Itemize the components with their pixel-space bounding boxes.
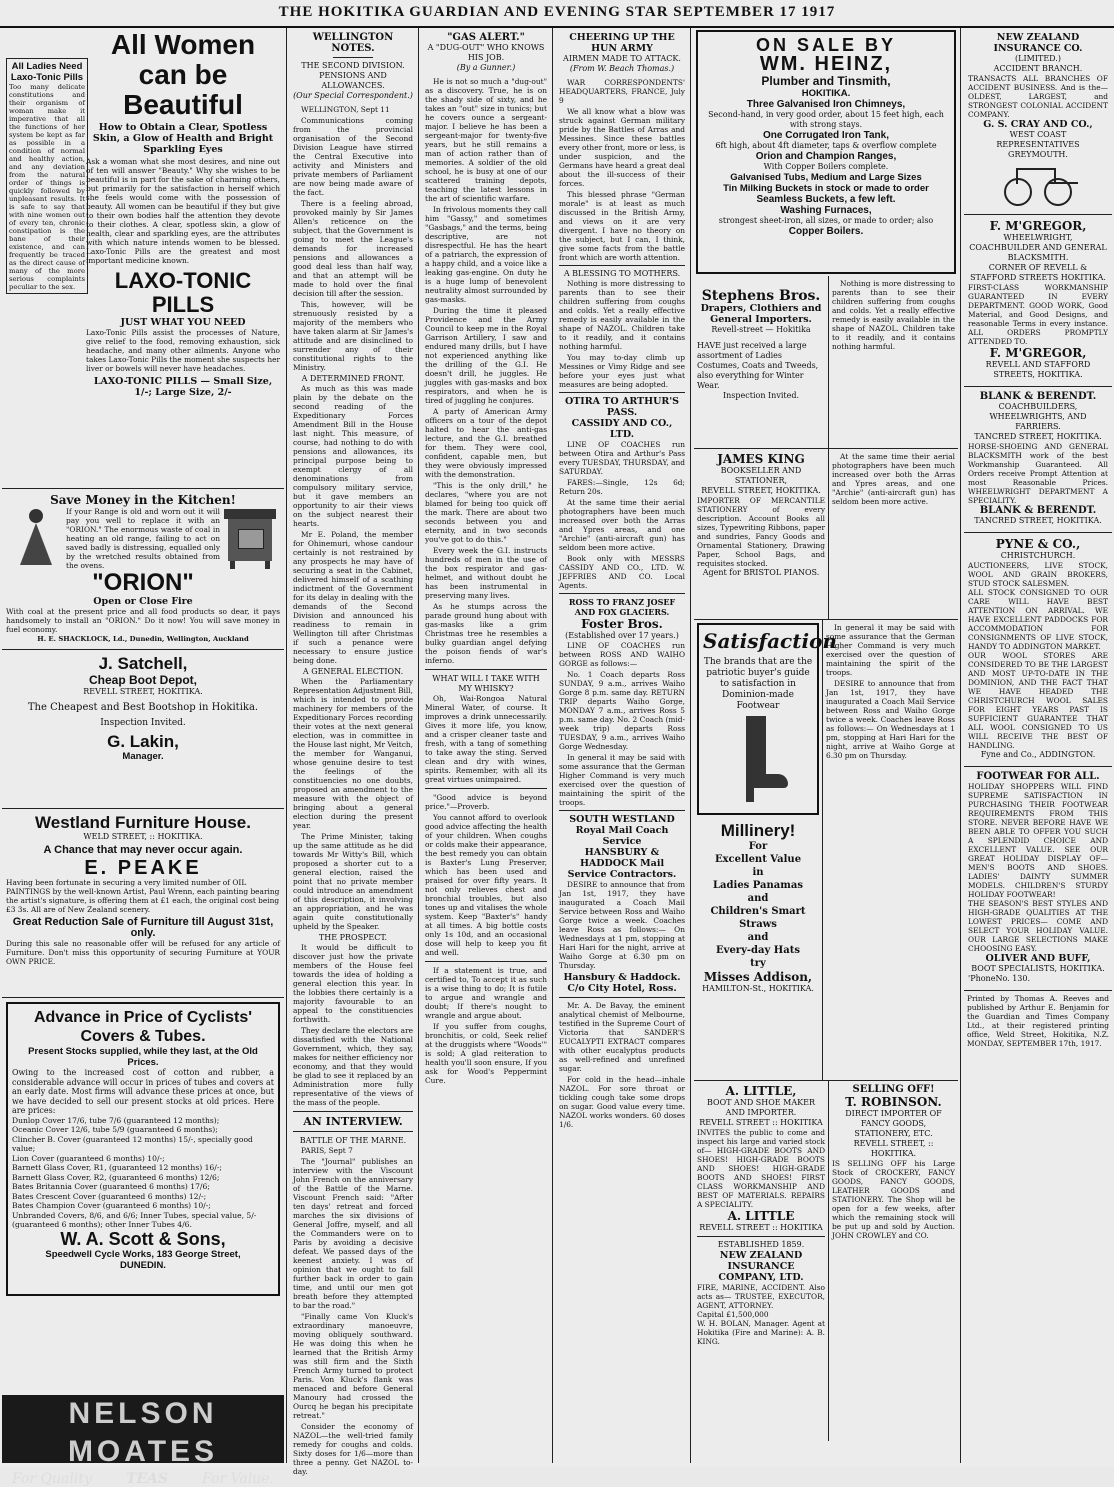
nelson-teas: TEAS: [125, 1471, 168, 1487]
column-3: [422, 28, 550, 1463]
heinz-advert: [696, 30, 956, 274]
mcg-address: CORNER OF REVELL & STAFFORD STREETS HOKITIKA.: [970, 263, 1106, 282]
article-para: When the Parliamentary Representation Adjustment Bill, which is intended to provide machinery for members of the Expeditionary Forces recording their votes at the next general election, was in committee in the House last night, Mr Veitch, the member for Wanganui, whose genuine desire to test the feelings of the constituencies no one doubts, proposed an amendment to the measure with the object of bringing about a general election during the present year.: [293, 677, 413, 830]
otira-book: Book only with MESSRS CASSIDY AND CO., LTD. W. JEFFRIES AND CO. Local Agents.: [559, 554, 685, 590]
ranges-text: With Copper Boilers complete.: [763, 162, 889, 171]
article-para: If you suffer from coughs, bronchitis, or cold, Seek relief at the druggists where "Woods'" is sold; A glad reiteration to health you'll soon ensure, If you ask for Wood's Peppermint Cure.: [425, 1022, 547, 1085]
article-para: As he stumps across the parade ground hung about with gas-masks like a grim Christmas tree he resembles a bulky guardian angel defying the poison fiends of war's inferno.: [425, 602, 547, 665]
blank-text: COACHBUILDERS, WHEELWRIGHTS, AND FARRIERS.: [989, 402, 1087, 431]
article-para: In frivolous moments they call him "Gassy," and sometimes "Gasbags," and the terms, being descriptive, are not disrespectful. He has the heart of a patriarch, the expression of a happy child, and a voice like a leaking gas-engine. On duty he is a huge lump of benevolent neutrality almost surrounded by gas-masks.: [425, 205, 547, 304]
nz6-title: NEW ZEALAND INSURANCE CO.: [993, 32, 1083, 54]
ross-title: ROSS TO FRANZ JOSEF AND FOX GLACIERS.: [568, 597, 676, 617]
hansbury-title: HANSBURY & HADDOCK Mail Service Contractors.: [567, 847, 677, 880]
satchell-address: REVELL STREET, HOKITIKA.: [83, 687, 203, 696]
little-sub: BOOT AND SHOE MAKER AND IMPORTER.: [707, 1098, 815, 1117]
column-6: [964, 28, 1112, 1463]
subhead: WHAT WILL I TAKE WITH MY WHISKY?: [432, 674, 540, 693]
article-para: At the same time their aerial photographers have been much increased over both the Arras and Ypres areas, and one "Archie" (anti-aircraft gun) has seldom been more active.: [559, 498, 685, 552]
column-rule: [690, 28, 691, 1463]
laxo-advert: [2, 28, 284, 489]
oliver-title: OLIVER AND BUFF,: [985, 953, 1091, 964]
selling-off: SELLING OFF!: [852, 1084, 935, 1095]
laxo-side-text: Too many delicate constitutions and their organism of woman make it imperative that all the functions of her system be kept as far as possible in a condition of normal and healthy action, and any deviation from the natural order of things is quickly followed by unpleasant results. It is safe to say that with nine women out of every ten, chronic constipation is the bane of their existence, and can frequently be traced as the direct cause of many of the more serious complaints peculiar to the sex.: [9, 83, 85, 291]
article-para: He is not so much a "dug-out" as a discovery. True, he is on the shady side of sixty, and he takes an "out" size in tunics; but he covers ounce a sergeant-major. I believe he has been a sergeant-major for twenty-five years, but he still remains a man of action rather than of memories. A soldier of the old school, he is busy at one of our scattered training depots, teaching the latest lessons in the art of scientific warfare.: [425, 77, 547, 203]
laxo-main: [86, 30, 280, 398]
otira-text: LINE OF COACHES run between Otira and Arthur's Pass every TUESDAY, THURSDAY, and SATURDAY.: [559, 440, 685, 476]
article-para: You may to-day climb up Messines or Vimy Ridge and see before your eyes just what measures are being adopted.: [559, 353, 685, 389]
stove-icon: [220, 507, 280, 607]
westland-title: Westland Furniture House.: [35, 813, 251, 832]
article-para: The Prime Minister, taking up the same attitude as he did towards Mr Witty's Bill, which proposed a shorter cut to a general election, raised the point that no private member could introduce an amendment of this description, it involving an appropriation, and he was again quite constitutionally upheld by the Speaker.: [293, 832, 413, 931]
dateline: WAR CORRESPONDENTS' HEADQUARTERS, FRANCE, July 9: [559, 78, 685, 105]
wellington-s2: PENSIONS AND ALLOWANCES.: [319, 71, 387, 90]
satchell-manager-label: Manager.: [122, 751, 164, 762]
wellington-s1: THE SECOND DIVISION.: [301, 61, 405, 70]
little2-address: REVELL STREET :: HOKITIKA: [699, 1223, 823, 1232]
nz6-text: TRANSACTS ALL BRANCHES OF ACCIDENT BUSINESS. And is the— OLDEST, LARGEST, and STRONGEST COLONIAL ACCIDENT COMPANY.: [968, 74, 1108, 119]
footwear-title: FOOTWEAR FOR ALL.: [976, 771, 1100, 782]
blank-text2: HORSE-SHOEING AND GENERAL BLACKSMITH work of the best Workmanship Guaranteed. All Orders receive Prompt Attention at most Reasonable Prices. WHEELWRIGHT DEPARTMENT A SPECIALITY.: [968, 442, 1108, 505]
article-para: "Finally came Von Kluck's extraordinary manoeuvre, moving obliquely southward. He was doing this when he learned that the British Army was still firm and the Sixth French Army turned to protect Paris. Von Kluck's flank was menaced and before General Manoury had crossed the Ourcq he began his precipitate retreat.": [293, 1312, 413, 1420]
dateline: WELLINGTON, Sept 11: [301, 105, 390, 114]
blank-address: TANCRED STREET, HOKITIKA.: [974, 432, 1102, 441]
scott-city: DUNEDIN.: [120, 1259, 166, 1271]
nz-insurance: NEW ZEALAND INSURANCE COMPANY, LTD.: [718, 1250, 804, 1283]
mcg2-title: F. M'GREGOR,: [989, 346, 1087, 360]
woman-figure-icon: [16, 509, 56, 565]
robinson-address: REVELL STREET, :: HOKITIKA.: [853, 1139, 934, 1158]
column-1: [2, 28, 284, 1487]
article-para: Nothing is more distressing to parents than to see their children suffering from coughs and colds. Yet a really effective remedy is easily available in the shape of NAZOL. Children take to it readily, and it contains nothing harmful.: [832, 279, 955, 351]
pyne-text2: OUR WOOL STORES ARE CONSIDERED TO BE THE LARGEST AND MOST UP-TO-DATE IN THE DOMINION, AND THE FACT THAT WE HAVE HEADED THE CHRISTCHURCH WOOL SALES FOR EIGHT YEARS PAST IS SUFFICIENT GUARANTEE THAT ALL WOOL CONSIGNED TO US WILL RECEIVE THE BEST OF HANDLING.: [968, 651, 1108, 750]
millinery-address: HAMILTON-St., HOKITIKA.: [702, 984, 814, 993]
great-reduction-text: During this sale no reasonable offer will be refused for any article of Furniture. Don't miss this opportunity of securing Furniture at YOUR OWN PRICE.: [6, 939, 280, 966]
footwear-advert: [964, 767, 1112, 991]
james-address: REVELL STREET, HOKITIKA.: [701, 486, 821, 495]
column-rule: [960, 28, 961, 1463]
article-para: Every week the G.I. instructs hundreds of men in the use of the box respirator and gas-helmet, and without doubt he has been instrumental in preserving many lives.: [425, 546, 547, 600]
article-para: The "Journal" publishes an interview with the Viscount John French on the anniversary of the Battle of the Marne. Viscount French said: "After ten days' retreat and forced marches the six divisions of General Joffre, myself, and all the Commanders were on to Paris by avoiding a decisive defeat. We passed days of the keenest anxiety. I was of opinion that we ought to fall further back in order to gain time, and until our men got breath before they attempted to bar the road.": [293, 1157, 413, 1310]
pyne-sign: Fyne and Co., ADDINGTON.: [980, 750, 1096, 759]
south-westland-title: SOUTH WESTLAND Royal Mail Coach Service: [569, 814, 675, 847]
cheering-from: (From W. Beach Thomas.): [569, 64, 675, 73]
subhead: A GENERAL ELECTION.: [302, 667, 404, 676]
orion-text: With coal at the present price and all food products so dear, it pays handsomely to install an "ORION." Do it now! You will save money in fuel economy.: [6, 607, 280, 634]
column-rule: [286, 28, 287, 1463]
stephens-advert: [694, 276, 829, 448]
buggy-icon: [998, 162, 1078, 206]
column-2: [290, 28, 416, 1476]
price-list-item: Barnett Glass Cover, R1, (guaranteed 12 months) 16/-;: [12, 1163, 222, 1173]
article-para: As much as this was made plain by the debate on the second reading of the Expeditionary Forces Amendment Bill in the House last night. This measure, of course, had nothing to do with pensions and allowances, its principal purpose being to exempt clergy of all denominations from compulsory military service, but it gave members an opportunity to air their views on the subject nearest their hearts.: [293, 384, 413, 528]
article-para: For cold in the head—inhale NAZOL. For sore throat or tickling cough take some drops on sugar. Good value every time. NAZOL works wonders. 60 doses 1/6.: [559, 1075, 685, 1129]
article-para: If a statement is true, and certified to, To accept it as such is a wise thing to do; It is futile to argue and wrangle and doubt; If there's nought to wrangle and argue about.: [425, 966, 547, 1020]
article-para: During the time it pleased Providence and the Army Council to keep me in the Royal Garrison Artillery, I saw and endured many drills, but I have not experienced anything like the drilling of the G.I. He doesn't drill, he juggles. He juggles with gas-masks and box respirators, and when he is tired of juggling he conjures.: [425, 306, 547, 405]
masthead-line: THE HOKITIKA GUARDIAN AND EVENING STAR SEPTEMBER 17 1917: [278, 4, 836, 20]
price-list-item: Oceanic Cover 12/6, tube 5/9 (guaranteed 6 months);: [12, 1125, 218, 1135]
stephens-text: HAVE just received a large assortment of Ladies Costumes, Coats and Tweeds, also everything for Winter Wear.: [697, 341, 819, 390]
stephens-invite: Inspection Invited.: [722, 391, 800, 400]
blank-berendt-advert: [964, 387, 1112, 533]
phone: 'PhoneNo. 130.: [968, 974, 1031, 983]
great-reduction: Great Reduction Sale of Furniture till August 31st, only.: [12, 916, 274, 939]
millinery-advert: [694, 818, 822, 997]
price-list-item: Bates Crescent Cover (guaranteed 6 months) 12/-;: [12, 1191, 207, 1201]
nz6-contact: G. S. CRAY AND CO.,: [983, 119, 1093, 130]
kitchen-scene-icon: [6, 507, 66, 607]
peake-text: Having been fortunate in securing a very limited number of OIL PAINTINGS by the well-known Artist, Paul Wrenn, each painting bearing the artist's signature, is offering them at £1 each, the original cost being £3 3s. All are of New Zealand scenery.: [6, 878, 280, 914]
little-text: INVITES the public to come and inspect his large and varied stock of— HIGH-GRADE BOOTS AND SHOES! HIGH-GRADE BOOTS AND SHOES! HIGH-GRADE BOOTS AND SHOES! FIRST CLASS WORKMANSHIP AND BEST OF MATERIALS. REPAIRS A SPECIALITY.: [697, 1128, 825, 1209]
footwear-text: HOLIDAY SHOPPERS WILL FIND SUPREME SATISFACTION IN PURCHASING THEIR FOOTWEAR REQUIREMENTS FROM THIS STORE. NEVER BEFORE HAVE WE BEEN ABLE TO OFFER YOU SUCH A SPLENDID CHOICE AND EXCELLENT VALUE. SEE OUR GREAT HOLIDAY DISPLAY OF— MEN'S BOOTS AND SHOES. LADIES' DAINTY SUMMER MODELS. CHILDREN'S STURDY HOLIDAY FOOTWEAR!: [968, 782, 1108, 899]
satchell-manager: G. Lakin,: [107, 732, 179, 751]
scott-address: Speedwell Cycle Works, 183 George Street,: [45, 1248, 241, 1260]
imprint: Printed by Thomas A. Reeves and published by Arthur E. Benjamin for the Guardian and Times Company Ltd., at their registered printing office, Weld Street, Hokitika, N.Z. MONDAY, SEPTEMBER 17th, 1917.: [967, 994, 1109, 1048]
nz-established: ESTABLISHED 1859.: [717, 1240, 805, 1249]
chimneys: Three Galvanised Iron Chimneys,: [746, 99, 906, 110]
chimneys-text: Second-hand, in very good order, about 15 feet high, each with strong stays.: [708, 110, 944, 129]
millinery-children: Children's Smart Straws: [710, 906, 806, 930]
article-para: Consider the economy of NAZOL—the well-tried family remedy for coughs and colds. Sixty doses for 1/6—more than three a penny. Get NAZOL to-day.: [293, 1422, 413, 1476]
women-text: Ask a woman what she most desires, and nine out of ten will answer "Beauty." Why she wishes to be beautiful is in part for the sake of charming others, but primarily for the satisfaction in herself which she feels would come with the possession of beauty. All women can be beautiful if they but give to their own bodies half the attention they devote to their clothes. A clear, spotless skin, a glow of health, clear and sparkling eyes, are the attributes with which nature intends women to be blessed. Laxo-Tonic Pills are the greatest and most important medicine known.: [86, 157, 280, 265]
orion-sub: Open or Close Fire: [93, 596, 193, 607]
subhead: THE PROSPECT.: [318, 933, 388, 942]
price-list-item: Clincher B. Cover (guaranteed 12 months) 15/-, specially good value;: [12, 1134, 253, 1154]
article-para: At the same time their aerial photographers have been much increased over both the Arras and Ypres areas, and one "Archie" (anti-aircraft gun) has seldom been more active.: [832, 452, 955, 506]
article-para: This, however, will be strenuously resisted by a majority of the members who have taken alarm at Sir James's attitude and are disinclined to surrender any of their constitutional rights to the Ministry.: [293, 300, 413, 372]
satisfaction-title: Satisfaction: [703, 629, 837, 653]
mcgregor-advert: [964, 215, 1112, 387]
cheering-sub: AIRMEN MADE TO ATTACK.: [563, 54, 681, 63]
article-para: "Good advice is beyond price."—Proverb.: [425, 793, 547, 811]
column-rule: [552, 28, 553, 1463]
nz-text: FIRE, MARINE, ACCIDENT. Also acts as— TRUSTEE, EXECUTOR, AGENT, ATTORNEY.: [697, 1283, 825, 1310]
price-list-item: Unbranded Covers, 8/6, and 6/6; Inner Tubes, special value, 5/- (guaranteed 6 months); other Inner Tubes 4/6.: [12, 1210, 257, 1230]
milk: Tin Milking Buckets in stock or made to order: [723, 183, 929, 194]
robinson-title: T. ROBINSON.: [845, 1095, 942, 1109]
wellington-corr: (Our Special Correspondent.): [293, 91, 413, 100]
advance-text: Owing to the increased cost of cotton and rubber, a considerable advance will occur in prices of tubes and covers at an early date. Most firms will advance these prices at once, but we have decided to sell our present stocks at old prices. Here are prices:: [12, 1068, 274, 1116]
foster-list: No. 1 Coach departs Ross SUNDAY, 9 a.m., arrives Waiho Gorge 8 p.m. same day. RETURN TRIP departs Waiho Gorge, MONDAY 7 a.m., arrives Ross 5 p.m. same day. No. 2 Coach (mid-week trip) departs Ross TUESDAY, 9 a.m., arrives Waiho Gorge Wednesday.: [559, 670, 685, 751]
gas-sub: A "DUG-OUT" WHO KNOWS HIS JOB.: [427, 43, 545, 62]
nz6-accident: ACCIDENT BRANCH.: [993, 64, 1083, 73]
little-address: REVELL STREET :: HOKITIKA: [699, 1118, 823, 1127]
millinery-and2: and: [747, 932, 769, 943]
article-para: "This is the only drill," he declares, "where you are not blamed for being too quick off the mark. There are about two seconds between you and eternity, and in two seconds you've got to do this.": [425, 481, 547, 544]
pyne-sub: AUCTIONEERS, LIVE STOCK, WOOL AND GRAIN BROKERS, STUD STOCK SALESMEN.: [968, 561, 1108, 588]
cheering-title: CHEERING UP THE HUN ARMY: [569, 32, 675, 54]
laxo-need-text: Laxo-Tonic Pills assist the processes of Nature, give relief to the food, removing exhaustion, sick headache, and many other ailments. Anyone who takes Laxo-Tonic Pills the moment she suspects her liver or bowels will never have headaches.: [86, 328, 280, 373]
scott-name: W. A. Scott & Sons,: [60, 1228, 226, 1249]
page-header: [0, 0, 1114, 28]
article-para: Mr E. Poland, the member for Ohinemuri, whose candour certainly is not restrained by any prospects he may have of securing a seat in the Cabinet, delivered himself of a scathing indictment of the Government for its delay in dealing with the demands of the Second Division and announced his readiness to remain in Wellington till after Christmas if such a penance were necessary to ensure justice being done.: [293, 530, 413, 665]
orion-maker: H. E. SHACKLOCK, Ld., Dunedin, Wellington, Auckland: [37, 635, 249, 643]
nz-insurance-advert: [964, 28, 1112, 215]
women-title: All Women can be Beautiful: [110, 29, 256, 120]
millinery-title: Millinery!: [720, 821, 796, 840]
orion-advert: [2, 489, 284, 650]
price-list-item: Bates Britannia Cover (guaranteed 6 months) 17/6;: [12, 1182, 210, 1192]
satchell-sub: Cheap Boot Depot,: [89, 673, 197, 687]
otira-company: CASSIDY AND CO., LTD.: [571, 418, 673, 440]
heinz-name: WM. HEINZ,: [759, 53, 893, 75]
tank: One Corrugated Iron Tank,: [763, 130, 889, 141]
peake-name: E. PEAKE: [84, 857, 202, 879]
james-sub: BOOKSELLER AND STATIONER,: [720, 466, 802, 485]
hansbury-sign: Hansbury & Haddock. C/o City Hotel, Ross.: [563, 972, 681, 994]
robinson-text: DIRECT IMPORTER OF FANCY GOODS, STATIONERY, ETC.: [845, 1109, 942, 1138]
little2-title: A. LITTLE: [727, 1209, 795, 1223]
millinery-in: in: [752, 867, 764, 878]
column-4: [556, 28, 688, 1463]
blank2-address: TANCRED STREET, HOKITIKA.: [974, 516, 1102, 525]
foster-text: LINE OF COACHES run between ROSS AND WAIHO GORGE as follows:—: [559, 641, 685, 668]
james-king-advert: [694, 449, 829, 619]
article-para: We all know what a blow was struck against German military pride by the Battles of Arras and Messines. Since these battles every other front, more or less, is under suspicion, and the Germans have heard a great deal about the ill-success of their forces.: [559, 107, 685, 188]
cycle-advert: [6, 1002, 280, 1296]
article-para: It would be difficult to discover just how the private members of the House feel towards the idea of holding a general election this year. In the lobbies there certainly is a majority favourable to an appeal to the constituencies forthwith.: [293, 943, 413, 1024]
westland-chance: A Chance that may never occur again.: [43, 844, 243, 856]
satisfaction-text: The brands that are the patriotic buyer's guide to satisfaction in Dominion-made Footwear: [703, 657, 813, 711]
foster-sub: (Established over 17 years.): [565, 631, 679, 640]
heinz-sub: Plumber and Tinsmith,: [761, 74, 891, 88]
pyne-advert: [964, 533, 1112, 767]
millinery-excellent: Excellent Value: [714, 854, 802, 865]
satchell-title: J. Satchell,: [98, 654, 188, 673]
price-list-item: Dunlop Cover 17/6, tube 7/6 (guaranteed 12 months);: [12, 1115, 220, 1125]
laxo-need: JUST WHAT YOU NEED: [120, 317, 246, 328]
mcg-text: FIRST-CLASS WORKMANSHIP GUARANTEED IN EVERY DEPARTMENT. GOOD WORK, Good Material, and Good Designs, and reasonable Terms in every instance. ALL ORDERS PROMPTLY ATTENDED TO.: [968, 283, 1108, 346]
onsale-title: ON SALE BY: [755, 35, 896, 55]
pyne-title: PYNE & CO.,: [995, 537, 1081, 551]
james-agent: Agent for BRISTOL PIANOS.: [702, 568, 820, 577]
subhead: BATTLE OF THE MARNE.: [299, 1136, 407, 1145]
kitchen-text: If your Range is old and worn out it will pay you well to replace it with an "ORION." The enormous waste of coal in heating an old range, failing to act on saved badly is distressing, equalled only by the wretched results obtained from the ovens.: [66, 507, 220, 570]
ranges: Orion and Champion Ranges,: [755, 151, 897, 162]
millinery-for: For: [748, 841, 768, 852]
article-para: In general it may be said with some assurance that the German Higher Command is very much exercised over the question of maintaining the spirit of the troops.: [826, 623, 955, 677]
little-advert: [694, 1081, 829, 1441]
article-para: In general it may be said with some assurance that the German Higher Command is very much exercised over the question of maintaining the spirit of the troops.: [559, 753, 685, 807]
nz6-city: GREYMOUTH.: [1008, 150, 1068, 159]
laxo-side-box: [6, 58, 88, 294]
price-list-item: Bates Champion Cover (guaranteed 6 months) 10/-;: [12, 1201, 211, 1211]
nelson-quality: For Quality: [12, 1471, 92, 1487]
article-para: Communications coming from the provincial organisation of the Second Division League have stirred the Central Executive into activity and Ministers and private members of Parliament are now being made aware of the fact.: [293, 116, 413, 197]
washing: Washing Furnaces,: [780, 205, 872, 216]
seamless: Seamless Buckets, a few left.: [756, 194, 896, 205]
interview-title: AN INTERVIEW.: [303, 1115, 403, 1128]
stephens-title: Stephens Bros.: [701, 288, 821, 304]
washing-text: strongest sheet-iron, all sizes, or made to order; also: [718, 216, 934, 225]
westland-address: WELD STREET, :: HOKITIKA.: [83, 832, 203, 841]
robinson-text2: IS SELLING OFF his Large Stock of CROCKERY, FANCY GOODS, FANCY GOODS, LEATHER GOODS and STATIONERY. The Shop will be open for a few weeks, after which the remaining stock will be put up and sold by Auction. JOHN CROWLEY and CO.: [832, 1159, 955, 1240]
robinson-advert: [829, 1081, 958, 1441]
nz6-rep: WEST COAST REPRESENTATIVES: [996, 130, 1080, 149]
oliver-sub: BOOT SPECIALISTS, HOKITIKA.: [971, 964, 1105, 973]
laxo-price: LAXO-TONIC PILLS — Small Size, 1/-; Large Size, 2/-: [93, 376, 273, 398]
article-para: DESIRE to announce that from Jan 1st, 1917, they have inaugurated a Coach Mail Service between Ross and Waiho Gorge twice a week. Coaches leave Ross as follows:— On Wednesdays at 1 pm, stopping at Hari Hari for the night, arrive at Waiho Gorge at 6.30 pm on Thursday.: [826, 679, 955, 760]
hansbury-text: DESIRE to announce that from Jan 1st, 1917, they have inaugurated a Coach Mail Service between Ross and Waiho Gorge twice a week. Coaches leave Ross as follows:— On Wednesdays at 1 pm, stopping at Hari Hari for the night, arrive at Waiho Gorge at 6.30 pm on Thursday.: [559, 880, 685, 970]
stephens-sub: Drapers, Clothiers and General Importers.: [700, 303, 822, 325]
left-sub-column: [694, 620, 837, 1080]
kitchen-title: Save Money in the Kitchen!: [50, 493, 236, 507]
pyne-text: ALL STOCK CONSIGNED TO OUR CARE WILL HAVE BEST ATTENTION ON ARRIVAL. WE HAVE EXCELLENT PADDOCKS FOR ACCOMMODATION FOR CONSIGNMENTS OF LIVE STOCK, HANDY TO ADDINGTON MARKET.: [968, 588, 1108, 651]
wellington-title: WELLINGTON NOTES.: [312, 32, 394, 54]
dateline: PARIS, Sept 7: [301, 1146, 353, 1155]
article-para: This blessed phrase "German morale" is at least as much discussed in the British Army, and views on it are very divergent. I have no theory on the subject, but I can, I think, give some facts from the battle front which are worth attention.: [559, 190, 685, 262]
heinz-city: HOKITIKA.: [801, 88, 851, 99]
otira-title: OTIRA TO ARTHUR'S PASS.: [564, 396, 680, 418]
laxo-side-title: All Ladies Need Laxo-Tonic Pills: [10, 61, 84, 83]
orion-title: "ORION": [92, 569, 194, 596]
column-rule: [418, 28, 419, 1463]
foster-title: Foster Bros.: [581, 617, 663, 631]
james-text: IMPORTER OF MERCANTILE STATIONERY of every description. Account Books all sizes, Typewriting Ribbons, paper and sundries, Fancy Goods and Ornamental Stationery, Drawing Paper, School Bags, and requisites stocked.: [697, 496, 825, 568]
satchell-invite: Inspection Invited.: [100, 718, 186, 728]
mcg-title: F. M'GREGOR,: [989, 219, 1087, 233]
column-5: [694, 28, 958, 1463]
blank2-title: BLANK & BERENDT.: [979, 505, 1097, 516]
stephens-address: Revell-street — Hokitika: [711, 325, 811, 334]
subhead: A DETERMINED FRONT.: [301, 374, 405, 383]
price-list-item: Lion Cover (guaranteed 6 months) 10/-;: [12, 1153, 165, 1163]
article-para: A party of American Army officers on a tour of the depot halted to hear the anti-gas lecture, and the G.I. breathed for them. They were cool, confident, capable men, but they were obviously impressed with the demonstration.: [425, 407, 547, 479]
article-para: They declare the electors are dissatisfied with the National Government, which, they say, makes for neither efficiency nor economy, and that they would be glad to see it replaced by an Administration more fully representative of the views of the mass of the people.: [293, 1026, 413, 1107]
women-subtitle: How to Obtain a Clear, Spotless Skin, a Glow of Health and Bright Sparkling Eyes: [92, 122, 274, 155]
laxo-big-title: LAXO-TONIC PILLS: [114, 268, 252, 317]
little-title: A. LITTLE,: [725, 1084, 797, 1098]
tank-text: 6ft high, about 4ft diameter, taps & overflow complete: [715, 141, 937, 150]
nelson-value: For Value.: [202, 1471, 274, 1487]
nz-capital: Capital £1,500,000: [697, 1310, 769, 1319]
gas-title: "GAS ALERT.": [447, 32, 525, 43]
satchell-text: The Cheapest and Best Bootshop in Hokitika.: [27, 702, 259, 713]
satchell-advert: [2, 650, 284, 809]
article-para: Oh, Wai-Rongoa Natural Mineral Water, of course. It improves a drink unnecessarily. Gives it more life, you know, and a crisper cleaner taste and fresh, with a tang of something to take away the sting. Served clean and dry with wines, spirits. Remember, with all its great virtues unimpaired.: [425, 694, 547, 784]
millinery-addison: Misses Addison,: [703, 970, 813, 984]
gas-byline: (By a Gunner.): [456, 63, 516, 72]
price-list: [12, 1116, 274, 1230]
article-para: Nothing is more distressing to parents than to see their children suffering from coughs and colds. Yet a really effective remedy is easily available in the shape of NAZOL. Children take to it readily, and it contains nothing harmful.: [559, 279, 685, 351]
article-para: Mr. A. De Bavay, the eminent analytical chemist of Melbourne, testified in the Supreme Court of Victoria that SANDER'S EUCALYPTI EXTRACT compares with other eucalyptus products as well-refined and unrefined sugar.: [559, 1001, 685, 1073]
article-para: You cannot afford to overlook good advice affecting the health of your children. When coughs or colds make their appearance, the best remedy you can obtain is Baxter's Lung Preserver, which has been used and praised for over fifty years. It not only relieves chest and bronchial troubles, but also tones up and vitalises the whole system. Keep "Baxter's" handy at all times. A big bottle costs only 1s 10d, and an occasional dose will help to keep you fit and well.: [425, 813, 547, 957]
footwear-text2: THE SEASON'S BEST STYLES AND HIGH-GRADE QUALITIES AT THE LOWEST PRICES— COME AND SELECT YOUR HOLIDAY VALUE. OUR LARGE SELECTIONS MAKE CHOOSING EASY.: [968, 899, 1108, 953]
millinery-everyday: Every-day Hats: [716, 945, 800, 956]
boot-icon: [728, 716, 788, 806]
pyne-city: CHRISTCHURCH.: [1000, 551, 1076, 560]
blank-title: BLANK & BERENDT.: [979, 391, 1097, 402]
nz6-ltd: (LIMITED.): [1015, 54, 1061, 63]
mcg2-address: REVELL AND STAFFORD STREETS, HOKITIKA.: [985, 360, 1091, 379]
article-para: There is a feeling abroad, provoked mainly by Sir James Allen's reticence on the subject, that the Government is going to meet the League's demands for increased pensions and allowances a good deal less than half way, and that an attempt will be made to hold over the final decision till after the session.: [293, 199, 413, 298]
millinery-and: and: [747, 893, 769, 904]
tubs: Galvanised Tubs, Medium and Large Sizes: [730, 172, 922, 183]
nelson-moates-advert: [2, 1395, 284, 1487]
advance-title: Advance in Price of Cyclists' Covers & Tubes.: [33, 1009, 253, 1045]
millinery-try: try: [750, 958, 766, 969]
advance-sub: Present Stocks supplied, while they last, at the Old Prices.: [28, 1046, 258, 1068]
nz-agent: W. H. BOLAN, Manager. Agent at Hokitika (Fire and Marine): A. B. KING.: [697, 1319, 825, 1346]
price-list-item: Barnett Glass Cover, R2, (guaranteed 6 months) 12/6;: [12, 1172, 220, 1182]
millinery-panamas: Ladies Panamas: [713, 880, 803, 891]
nelson-title: NELSON MOATES: [67, 1397, 219, 1468]
james-title: JAMES KING: [717, 452, 805, 466]
subhead: A BLESSING TO MOTHERS.: [563, 269, 681, 278]
mcg-sub: WHEELWRIGHT, COACHBUILDER AND GENERAL BLACKSMITH.: [969, 233, 1107, 262]
satisfaction-advert: [697, 623, 837, 815]
otira-fares: FARES:—Single, 12s 6d; Return 20s.: [559, 478, 685, 496]
westland-advert: [2, 809, 284, 998]
copper: Copper Boilers.: [788, 226, 864, 237]
